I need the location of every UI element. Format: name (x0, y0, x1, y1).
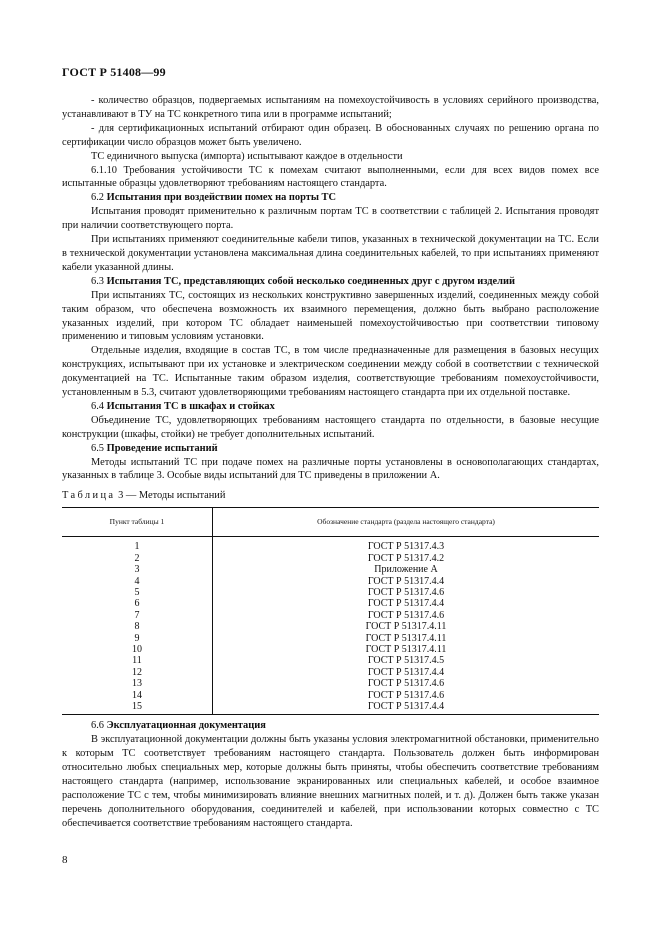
table-cell: ГОСТ Р 51317.4.2 (367, 552, 445, 564)
section-number: 6.2 (91, 192, 104, 204)
table-caption-number: 3 (118, 490, 124, 502)
table-row (62, 701, 599, 715)
paragraph: Испытания проводят применительно к различным портам ТС в соответствии с таблицей 2. Испытания проводят при наличии соответствующего порта. (62, 206, 599, 232)
section-title: Испытания при воздействии помех на порты ТС (106, 192, 336, 204)
table-cell: ГОСТ Р 51317.4.4 (367, 598, 445, 610)
section-title: Эксплуатационная документация (106, 720, 266, 732)
paragraph: 6.1.10 Требования устойчивости ТС к помехам считают выполненными, если для всех видов помех все испытанные образцы удовлетворяют требованиям настоящего стандарта. (62, 164, 599, 190)
table-cell: ГОСТ Р 51317.4.6 (367, 689, 445, 701)
table-row (62, 633, 599, 644)
table-cell: 9 (62, 633, 213, 644)
table-header-row (62, 508, 599, 537)
table-cell: 1 (62, 537, 213, 553)
table-row (62, 610, 599, 621)
table-cell: 4 (62, 576, 213, 587)
table-row (62, 598, 599, 609)
table-row (62, 655, 599, 666)
paragraph: При испытаниях применяют соединительные кабели типов, указанных в технической документации на ТС. Если в технической документации установлена максимальная длина соединительных кабелей, то при испытаниях применяют кабели указанной длины. (62, 234, 599, 273)
table-row (62, 553, 599, 564)
section-number: 6.4 (91, 400, 104, 412)
table-cell: 7 (62, 610, 213, 621)
section-heading-6-4 (62, 400, 599, 414)
table-row (62, 690, 599, 701)
table-caption (62, 489, 599, 503)
section-heading-6-2 (62, 191, 599, 205)
table-cell: 12 (62, 667, 213, 678)
table-row (62, 576, 599, 587)
table-cell: Приложение А (374, 564, 438, 576)
table-cell: ГОСТ Р 51317.4.3 (367, 541, 445, 553)
table-cell: ГОСТ Р 51317.4.6 (367, 586, 445, 598)
section-title: Проведение испытаний (106, 442, 218, 454)
paragraph: Объединение ТС, удовлетворяющих требованиям настоящего стандарта по отдельности, в базовые несущие конструкции (шкафы, стойки) не требует дополнительных испытаний. (62, 414, 599, 440)
table-cell: 6 (62, 598, 213, 609)
table-cell: 11 (62, 655, 213, 666)
table-cell: 3 (62, 564, 213, 575)
table-cell: 8 (62, 621, 213, 632)
section-number: 6.3 (91, 275, 104, 287)
section-number: 6.6 (91, 720, 104, 732)
table-row (62, 667, 599, 678)
paragraph: ТС единичного выпуска (импорта) испытывают каждое в отдельности (91, 150, 403, 162)
page-number: 8 (62, 854, 68, 866)
table-row (62, 537, 599, 553)
column-header: Обозначение стандарта (раздела настоящего стандарта) (213, 508, 600, 537)
section-title: Испытания ТС в шкафах и стойках (106, 400, 275, 412)
table-cell: 15 (62, 701, 213, 715)
methods-table (62, 507, 599, 715)
document-header: ГОСТ Р 51408—99 (62, 65, 166, 79)
table-cell: 2 (62, 553, 213, 564)
paragraph: Отдельные изделия, входящие в состав ТС, в том числе предназначенные для размещения в базовых несущих конструкциях, испытывают при их установке и электрическом соединении между собой в соответствии с технической документацией на ТС. Испытанные таким образом изделия, соответствующие требованиям помехоустойчивости, установленным в 5.3, считают удовлетворяющими требованиям настоящего стандарта при их отдельной поставке. (62, 345, 599, 399)
table-cell: ГОСТ Р 51317.4.4 (367, 575, 445, 587)
section-heading-6-3 (62, 275, 599, 289)
table-cell: ГОСТ Р 51317.4.11 (365, 621, 447, 633)
section-number: 6.5 (91, 442, 104, 454)
section-heading-6-6 (62, 719, 599, 733)
table-row (62, 678, 599, 689)
paragraph: - для сертификационных испытаний отбирают один образец. В обоснованных случаях по решению органа по сертификации число образцов может быть увеличено. (62, 122, 599, 148)
section-title: Испытания ТС, представляющих собой несколько соединенных друг с другом изделий (106, 275, 515, 287)
paragraph: - количество образцов, подвергаемых испытаниям на помехоустойчивость в условиях серийного производства, устанавливают в ТУ на ТС конкретного типа или в программе испытаний; (62, 95, 599, 120)
page-body (62, 94, 599, 831)
table-row (62, 564, 599, 575)
paragraph: Методы испытаний ТС при подаче помех на различные порты установлены в основополагающих стандартах, указанных в таблице 3. Особые виды испытаний для ТС приведены в приложении А. (62, 456, 599, 482)
table-cell: 14 (62, 690, 213, 701)
section-heading-6-5 (62, 442, 599, 456)
table-cell: 10 (62, 644, 213, 655)
table-cell: ГОСТ Р 51317.4.6 (367, 609, 445, 621)
table-row (62, 587, 599, 598)
table-cell: ГОСТ Р 51317.4.4 (213, 701, 600, 715)
table-row (62, 644, 599, 655)
table-cell: ГОСТ Р 51317.4.11 (365, 632, 447, 644)
table-cell: 5 (62, 587, 213, 598)
table-cell: ГОСТ Р 51317.4.11 (365, 643, 447, 655)
paragraph: В эксплуатационной документации должны быть указаны условия электромагнитной обстановки, применительно к которым ТС соответствует требованиям настоящего стандарта. Пользователь должен быть информирован относительно любых специальных мер, которые должны быть приняты, чтобы обеспечить соответствие требованиям настоящего стандарта (например, использование экранированных или специальных кабелей, и особое взаимное расположение ТС с тем, чтобы минимизировать влияние внешних магнитных полей, и т. д). Должен быть также указан перечень дополнительного оборудования, соединителей и кабелей, при использовании которых совместно с ТС обеспечивается соответствие требованиям настоящего стандарта. (62, 734, 599, 829)
table-row (62, 621, 599, 632)
table-caption-label: Таблица (62, 490, 116, 502)
table-caption-title: — Методы испытаний (125, 490, 226, 502)
column-header: Пункт таблицы 1 (62, 508, 213, 537)
table-cell: ГОСТ Р 51317.4.4 (367, 666, 445, 678)
table-cell: ГОСТ Р 51317.4.6 (367, 678, 445, 690)
table-cell: 13 (62, 678, 213, 689)
table-cell: ГОСТ Р 51317.4.5 (367, 655, 445, 667)
paragraph: При испытаниях ТС, состоящих из нескольких конструктивно завершенных изделий, соединенных между собой таким образом, что обеспечена возможность их взаимного перемещения, должно быть выбрано расположение указанных изделий, при котором ТС обладает наименьшей помехоустойчивостью при соответствии типовому применению и типовым условиям установки. (62, 289, 599, 343)
